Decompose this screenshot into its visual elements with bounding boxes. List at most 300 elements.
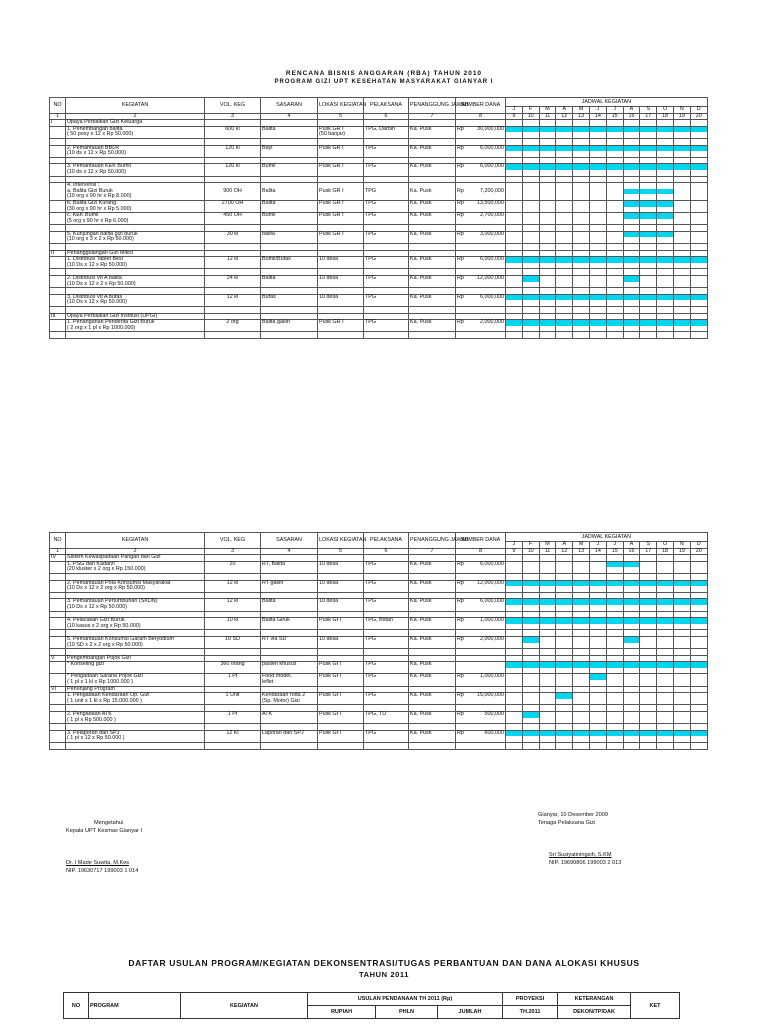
schedule-cell — [640, 655, 657, 662]
pelaksana-cell: TPG — [364, 164, 409, 170]
schedule-cell — [657, 724, 674, 731]
amount-value: 12,000,000 — [477, 275, 504, 282]
kegiatan-cell: 1. Penanganan Penderita Gizi Buruk — [66, 320, 205, 326]
schedule-cell — [690, 555, 707, 562]
sasaran-cell: Balita Giruk — [261, 618, 318, 624]
sasaran-cell: RT gakin — [261, 580, 318, 586]
amount-value: 6,000,000 — [480, 144, 504, 151]
row-no — [50, 705, 66, 712]
schedule-cell — [589, 120, 606, 127]
schedule-cell — [623, 655, 640, 662]
sasaran-cell: RT, Balita — [261, 561, 318, 567]
month-header: F — [522, 542, 539, 549]
schedule-cell — [522, 573, 539, 580]
schedule-cell — [657, 244, 674, 251]
column-number: 12 — [556, 548, 573, 555]
column-number: 10 — [522, 113, 539, 120]
penanggung-cell: Ka. Pusk — [409, 636, 456, 642]
schedule-cell — [589, 611, 606, 618]
column-number: 9 — [506, 548, 523, 555]
currency-label: Rp — [457, 230, 464, 237]
kegiatan-cell: 1. PSG dan Kadarzi — [66, 561, 205, 567]
penanggung-cell: Ka. Pusk — [409, 145, 456, 151]
schedule-cell — [673, 630, 690, 637]
row-no — [50, 138, 66, 145]
schedule-cell — [589, 313, 606, 320]
schedule-cell — [589, 157, 606, 164]
penanggung-cell: Ka. Pusk — [409, 712, 456, 718]
schedule-cell — [606, 555, 623, 562]
vol-cell — [205, 332, 261, 339]
schedule-cell — [657, 630, 674, 637]
schedule-cell — [539, 225, 556, 232]
schedule-cell — [589, 724, 606, 731]
pelaksana-cell — [364, 649, 409, 656]
table-row — [50, 655, 708, 662]
schedule-cell — [556, 288, 573, 295]
schedule-cell — [673, 313, 690, 320]
vol-cell: 2700 OH — [205, 200, 261, 206]
vol-cell: 120 kl — [205, 145, 261, 151]
dak-program-header: PROGRAM — [89, 993, 181, 1019]
schedule-cell — [623, 120, 640, 127]
schedule-cell — [506, 555, 523, 562]
lokasi-cell: Pusk GR I — [318, 126, 364, 132]
month-header: M — [539, 107, 556, 114]
schedule-cell — [640, 592, 657, 599]
pelaksana-cell: TPG — [364, 561, 409, 567]
schedule-cell — [640, 611, 657, 618]
schedule-cell — [657, 176, 674, 183]
schedule-cell — [690, 225, 707, 232]
sasaran-cell: Balita gakin — [261, 320, 318, 326]
column-number: 4 — [261, 113, 318, 120]
vol-cell: 12 kl — [205, 257, 261, 263]
vol-cell: 12 kl — [205, 599, 261, 605]
schedule-cell — [522, 288, 539, 295]
kegiatan-cell: Upaya Perbaikan Gizi Keluarga — [66, 120, 205, 127]
column-number: 5 — [318, 548, 364, 555]
schedule-cell — [506, 313, 523, 320]
kegiatan-cell: 1. Pengadaan Kendaraan Op. Gizi — [66, 693, 205, 699]
schedule-cell — [522, 269, 539, 276]
rba-table-2 — [49, 532, 708, 750]
schedule-cell — [522, 244, 539, 251]
pelaksana-cell: TPG — [364, 599, 409, 605]
dak-no-header: NO — [64, 993, 89, 1019]
sasaran-cell: pasien khusus — [261, 662, 318, 668]
penanggung-cell: Ka. Pusk — [409, 320, 456, 326]
month-header: O — [657, 542, 674, 549]
column-number: 18 — [657, 548, 674, 555]
signature-name-left: Dr. I Made Suwita, M.Kes — [66, 860, 130, 866]
schedule-cell — [673, 176, 690, 183]
schedule-cell — [573, 313, 590, 320]
schedule-cell — [623, 743, 640, 750]
schedule-cell — [690, 611, 707, 618]
schedule-cell — [506, 743, 523, 750]
schedule-cell — [506, 332, 523, 339]
penanggung-cell: Ka. Pusk — [409, 580, 456, 586]
schedule-cell — [556, 138, 573, 145]
dak-rupiah-header: RUPIAH — [308, 1006, 376, 1019]
col-jadwal-header: JADWAL KEGIATAN — [506, 98, 708, 107]
column-number: 2 — [66, 113, 205, 120]
vol-cell: 360 orang — [205, 662, 261, 668]
kegiatan-cell: Pengembangan Pojok Gizi — [66, 655, 205, 662]
month-header: A — [623, 542, 640, 549]
schedule-cell — [539, 269, 556, 276]
kegiatan-cell: b. Balita Gizi Kurang — [66, 200, 205, 206]
schedule-cell — [606, 686, 623, 693]
amount-value: 6,000,000 — [480, 256, 504, 263]
month-header: D — [690, 542, 707, 549]
pelaksana-cell: TPG — [364, 693, 409, 699]
lokasi-cell — [318, 244, 364, 251]
schedule-cell — [522, 649, 539, 656]
schedule-cell — [539, 307, 556, 314]
dak-kegiatan-header: KEGIATAN — [181, 993, 308, 1019]
amount-value: 6,000,000 — [480, 560, 504, 567]
lokasi-cell: 10 desa — [318, 636, 364, 642]
sasaran-cell: Bumil — [261, 164, 318, 170]
penanggung-cell: Ka. Pusk — [409, 200, 456, 206]
schedule-cell — [640, 573, 657, 580]
month-header: A — [556, 107, 573, 114]
kegiatan-cell: ( 50 posy x 12 x Rp 50.000) — [66, 132, 205, 138]
schedule-cell — [623, 649, 640, 656]
currency-label: Rp — [457, 256, 464, 263]
schedule-cell — [522, 176, 539, 183]
table-row — [50, 250, 708, 257]
month-header: S — [640, 107, 657, 114]
schedule-cell — [539, 743, 556, 750]
schedule-cell — [539, 288, 556, 295]
schedule-cell — [556, 743, 573, 750]
schedule-cell — [623, 176, 640, 183]
pelaksana-cell: TPG — [364, 320, 409, 326]
row-no: III — [50, 313, 66, 320]
schedule-cell — [522, 705, 539, 712]
pelaksana-cell — [364, 743, 409, 750]
column-number: 1 — [50, 113, 66, 120]
schedule-cell — [673, 743, 690, 750]
schedule-cell — [539, 176, 556, 183]
kegiatan-cell: ( 2 org x 1 pl x Rp 1000.000) — [66, 326, 205, 332]
schedule-cell — [690, 157, 707, 164]
kegiatan-cell — [66, 743, 205, 750]
dana-cell — [456, 126, 506, 132]
vol-cell — [205, 307, 261, 314]
column-number: 1 — [50, 548, 66, 555]
schedule-cell — [623, 555, 640, 562]
lokasi-cell — [318, 332, 364, 339]
table-row — [50, 157, 708, 164]
kegiatan-cell: a. Balita Gizi Buruk — [66, 189, 205, 195]
month-header: F — [522, 107, 539, 114]
schedule-cell — [589, 288, 606, 295]
pelaksana-cell: TPG, Darbin — [364, 126, 409, 132]
schedule-cell — [606, 724, 623, 731]
amount-value: 13,500,000 — [477, 199, 504, 206]
penanggung-cell: Ka. Pusk — [409, 693, 456, 699]
schedule-cell — [506, 705, 523, 712]
row-no — [50, 611, 66, 618]
col-sasaran-header: SASARAN — [261, 98, 318, 114]
schedule-cell — [539, 157, 556, 164]
signature-place-date: Gianyar, 10 Desember 2009 — [538, 812, 608, 818]
pelaksana-cell — [364, 176, 409, 183]
month-header: M — [573, 542, 590, 549]
lokasi-cell: 10 desa — [318, 561, 364, 567]
sasaran-cell — [261, 307, 318, 314]
schedule-cell — [556, 573, 573, 580]
column-number: 19 — [673, 113, 690, 120]
schedule-cell — [506, 724, 523, 731]
schedule-cell — [522, 138, 539, 145]
schedule-cell — [640, 157, 657, 164]
currency-label: Rp — [457, 187, 464, 194]
schedule-cell — [623, 611, 640, 618]
schedule-cell — [506, 120, 523, 127]
schedule-cell — [539, 555, 556, 562]
vol-cell: 10 kl — [205, 618, 261, 624]
pelaksana-cell — [364, 244, 409, 251]
amount-value: 6,000,000 — [480, 598, 504, 605]
currency-label: Rp — [457, 199, 464, 206]
schedule-cell — [522, 611, 539, 618]
kegiatan-cell: (10 Ds x 12 x Rp 50.000) — [66, 300, 205, 306]
kegiatan-cell: 3. Distribusi Vit A bufas — [66, 294, 205, 300]
schedule-cell — [606, 157, 623, 164]
penanggung-cell: Ka. Pusk — [409, 599, 456, 605]
schedule-cell — [539, 686, 556, 693]
schedule-cell — [623, 630, 640, 637]
schedule-cell — [657, 743, 674, 750]
schedule-cell — [522, 743, 539, 750]
month-header: A — [556, 542, 573, 549]
penanggung-cell: Ka. Pusk — [409, 294, 456, 300]
sasaran-cell — [261, 649, 318, 656]
schedule-cell — [690, 332, 707, 339]
schedule-cell — [640, 120, 657, 127]
dana-cell — [456, 743, 506, 750]
lokasi-cell: Pusk Gr I — [318, 618, 364, 624]
vol-cell: 1 Pt — [205, 712, 261, 718]
amount-value: 1,000,000 — [480, 617, 504, 624]
schedule-cell — [690, 573, 707, 580]
schedule-cell — [657, 655, 674, 662]
kegiatan-cell: 4. Pelacakan Gizi Buruk — [66, 618, 205, 624]
penanggung-cell: Ka. Pusk — [409, 231, 456, 237]
penanggung-cell: Ka. Pusk — [409, 730, 456, 736]
lokasi-cell: Pusk GR I — [318, 213, 364, 219]
schedule-cell — [657, 592, 674, 599]
column-number: 16 — [623, 548, 640, 555]
kegiatan-cell: (10 ds x 12 x Rp 50.000) — [66, 151, 205, 157]
schedule-cell — [657, 705, 674, 712]
schedule-cell — [606, 244, 623, 251]
column-number: 19 — [673, 548, 690, 555]
kegiatan-cell: * Konseling gizi — [66, 662, 205, 668]
lokasi-cell: (50 banjar) — [318, 132, 364, 138]
vol-cell: 24 kl — [205, 276, 261, 282]
schedule-cell — [690, 244, 707, 251]
lokasi-cell — [318, 176, 364, 183]
schedule-cell — [556, 157, 573, 164]
kegiatan-cell: 2. Pemantauan BBLR — [66, 145, 205, 151]
dana-cell — [456, 164, 506, 170]
schedule-cell — [673, 157, 690, 164]
column-number: 16 — [623, 113, 640, 120]
kegiatan-cell: 5. Pemantauan Konsumsi Garam Beryodium — [66, 636, 205, 642]
schedule-cell — [556, 555, 573, 562]
dak-keterangan-header: KETERANGAN — [558, 993, 631, 1006]
penanggung-cell — [409, 649, 456, 656]
currency-label: Rp — [457, 319, 464, 326]
schedule-cell — [573, 630, 590, 637]
month-header: N — [673, 542, 690, 549]
schedule-cell — [673, 269, 690, 276]
schedule-cell — [556, 649, 573, 656]
signature-name-right: Sri Susiyatiningsih, S.KM — [549, 852, 612, 858]
schedule-cell — [589, 655, 606, 662]
dana-cell — [456, 276, 506, 282]
column-number: 3 — [205, 548, 261, 555]
schedule-cell — [690, 313, 707, 320]
schedule-cell — [606, 743, 623, 750]
dana-cell — [456, 320, 506, 326]
schedule-cell — [573, 649, 590, 656]
table-row — [50, 288, 708, 295]
column-number: 14 — [589, 113, 606, 120]
column-number: 17 — [640, 113, 657, 120]
row-no — [50, 630, 66, 637]
vol-cell: 12 Kl — [205, 730, 261, 736]
column-number: 6 — [364, 113, 409, 120]
table-row — [50, 724, 708, 731]
col-no-header: NO — [50, 98, 66, 114]
sasaran-cell: (Sp. Motor) Gizi — [261, 699, 318, 705]
lokasi-cell: Pusk GR I — [318, 164, 364, 170]
schedule-cell — [673, 138, 690, 145]
schedule-cell — [690, 288, 707, 295]
kegiatan-cell: Penunjang Program — [66, 686, 205, 693]
schedule-cell — [606, 655, 623, 662]
kegiatan-cell: (5 org x 90 hr x Rp 6.000) — [66, 219, 205, 225]
col-no-header: NO — [50, 533, 66, 549]
dak-proyeksi-year: TH.2011 — [503, 1006, 558, 1019]
month-header: O — [657, 107, 674, 114]
schedule-cell — [556, 225, 573, 232]
schedule-cell — [589, 250, 606, 257]
column-number: 12 — [556, 113, 573, 120]
dak-phln-header: PHLN — [376, 1006, 438, 1019]
currency-label: Rp — [457, 579, 464, 586]
schedule-cell — [573, 592, 590, 599]
penanggung-cell: Ka. Pusk — [409, 276, 456, 282]
schedule-cell — [506, 307, 523, 314]
schedule-cell — [573, 555, 590, 562]
schedule-cell — [640, 138, 657, 145]
kegiatan-cell: (10 org x 90 hr x Rp 8.000) — [66, 194, 205, 200]
penanggung-cell — [409, 332, 456, 339]
vol-cell: 1 Unit — [205, 693, 261, 699]
schedule-cell — [623, 244, 640, 251]
schedule-cell — [690, 630, 707, 637]
dana-cell — [456, 231, 506, 237]
sasaran-cell: Bumil — [261, 213, 318, 219]
pelaksana-cell: TPG — [364, 294, 409, 300]
vol-cell — [205, 649, 261, 656]
schedule-cell — [539, 705, 556, 712]
schedule-cell — [640, 649, 657, 656]
schedule-cell — [640, 724, 657, 731]
column-number: 20 — [690, 113, 707, 120]
schedule-cell — [640, 225, 657, 232]
lokasi-cell: Pusk Gr I — [318, 712, 364, 718]
schedule-cell — [522, 686, 539, 693]
currency-label: Rp — [457, 163, 464, 170]
schedule-cell — [690, 250, 707, 257]
schedule-cell — [623, 157, 640, 164]
schedule-cell — [539, 573, 556, 580]
sasaran-cell — [261, 176, 318, 183]
vol-cell: 2 org — [205, 320, 261, 326]
schedule-cell — [623, 705, 640, 712]
pelaksana-cell: TPG — [364, 145, 409, 151]
lokasi-cell: 10 desa — [318, 599, 364, 605]
schedule-cell — [556, 724, 573, 731]
sasaran-cell: RT via SD — [261, 636, 318, 642]
kegiatan-cell: ( 1 pl x Rp 500.000 ) — [66, 718, 205, 724]
month-header: M — [539, 542, 556, 549]
kegiatan-cell: Penanggulangan Gizi Mikro — [66, 250, 205, 257]
kegiatan-cell: Sistem Kewaspadaan Pangan dan Gizi — [66, 555, 205, 562]
pelaksana-cell: TPG, Bidan — [364, 618, 409, 624]
schedule-cell — [589, 176, 606, 183]
schedule-cell — [556, 655, 573, 662]
schedule-cell — [690, 176, 707, 183]
row-no — [50, 592, 66, 599]
schedule-cell — [690, 592, 707, 599]
lokasi-cell: Pusk GR I — [318, 145, 364, 151]
schedule-cell — [556, 686, 573, 693]
schedule-cell — [539, 611, 556, 618]
col-vol-header: VOL. KEG — [205, 98, 261, 114]
penanggung-cell: Ka. Pusk — [409, 674, 456, 680]
schedule-cell — [606, 138, 623, 145]
dana-cell — [456, 307, 506, 314]
month-header: J — [606, 107, 623, 114]
kegiatan-cell: 3. Pemantauan Pertumbuhan (SKDN) — [66, 599, 205, 605]
column-number: 11 — [539, 548, 556, 555]
schedule-cell — [623, 686, 640, 693]
amount-value: 3,000,000 — [480, 230, 504, 237]
schedule-cell — [506, 244, 523, 251]
row-no — [50, 269, 66, 276]
column-number: 4 — [261, 548, 318, 555]
month-header: J — [506, 107, 523, 114]
schedule-cell — [606, 120, 623, 127]
schedule-cell — [539, 630, 556, 637]
schedule-cell — [623, 250, 640, 257]
table-row — [50, 743, 708, 750]
schedule-cell — [640, 269, 657, 276]
kegiatan-cell: ( 1 pl x 12 x Rp 50.000 ) — [66, 736, 205, 742]
schedule-cell — [673, 655, 690, 662]
row-no: IV — [50, 555, 66, 562]
